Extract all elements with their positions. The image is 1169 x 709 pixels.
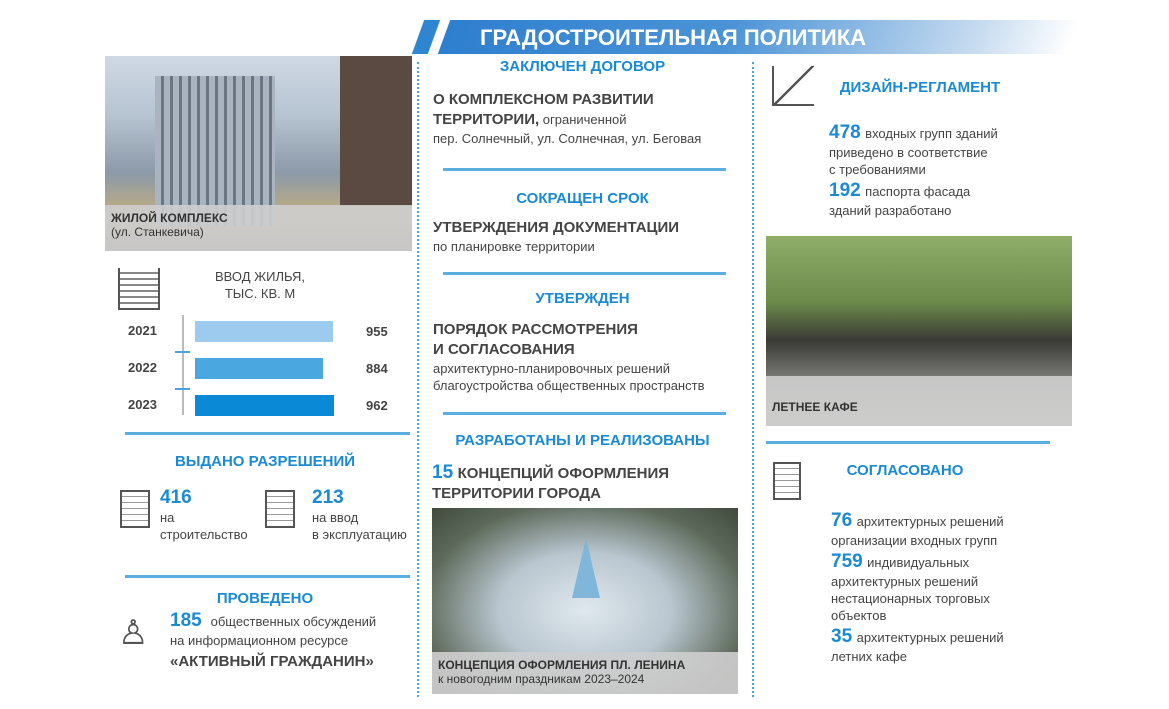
- lenin-square-photo: [432, 508, 738, 694]
- residential-complex-photo: [105, 56, 412, 251]
- separator: [443, 168, 726, 171]
- title-banner: [418, 20, 1078, 54]
- text: по планировке территории: [433, 239, 595, 254]
- document-icon: [120, 490, 150, 528]
- bold-text: ТЕРРИТОРИИ ГОРОДА: [432, 485, 601, 502]
- separator: [125, 575, 410, 578]
- axis-tick: [175, 351, 190, 353]
- permit-commissioning: [312, 487, 407, 543]
- bar-value: 962: [366, 398, 388, 413]
- shortened-section: [433, 218, 738, 255]
- bar-value: 955: [366, 324, 388, 339]
- label: с требованиями: [829, 162, 926, 177]
- contract-header: ЗАКЛЮЧЕН ДОГОВОР: [499, 58, 666, 75]
- separator: [443, 412, 726, 415]
- bar-2023: [195, 395, 334, 416]
- text: архитектурно-планировочных решений: [433, 361, 671, 376]
- label: индивидуальных: [867, 555, 970, 570]
- separator: [443, 272, 726, 275]
- facade-passports-value: 192: [829, 180, 861, 201]
- page-title: ГРАДОСТРОИТЕЛЬНАЯ ПОЛИТИКА: [480, 25, 867, 50]
- label: зданий разработано: [829, 203, 952, 218]
- bold-text: О КОМПЛЕКСНОМ РАЗВИТИИ: [433, 91, 654, 108]
- caption-title: ЛЕТНЕЕ КАФЕ: [772, 400, 858, 414]
- housing-bar-chart: [120, 315, 410, 420]
- design-header: ДИЗАЙН-РЕГЛАМЕНТ: [839, 79, 1001, 96]
- shortened-header: СОКРАЩЕН СРОК: [516, 190, 649, 207]
- summer-cafe-photo: [766, 236, 1072, 426]
- text: ограниченной: [539, 112, 627, 127]
- bold-text: И СОГЛАСОВАНИЯ: [433, 341, 575, 358]
- approved-header: УТВЕРЖДЕН: [535, 290, 630, 307]
- bold-text: УТВЕРЖДЕНИЯ ДОКУМЕНТАЦИИ: [433, 219, 680, 236]
- bar-2021: [195, 321, 333, 342]
- caption-title: КОНЦЕПЦИЯ ОФОРМЛЕНИЯ ПЛ. ЛЕНИНА: [438, 658, 686, 672]
- text: пер. Солнечный, ул. Солнечная, ул. Беговая: [433, 131, 702, 146]
- permit-commissioning-value: 213: [312, 487, 344, 508]
- bold-text: КОНЦЕПЦИЙ ОФОРМЛЕНИЯ: [457, 465, 670, 482]
- label: на информационном ресурсе: [170, 633, 349, 648]
- chart-title: [200, 268, 320, 302]
- label: общественных обсуждений: [210, 614, 377, 629]
- cafe-solutions-value: 35: [831, 626, 853, 647]
- ruler-pencil-icon: [772, 66, 814, 106]
- separator: [125, 432, 410, 435]
- active-citizen-label: «АКТИВНЫЙ ГРАЖДАНИН»: [170, 653, 374, 670]
- photo-caption: [105, 205, 412, 251]
- contract-section: [433, 90, 738, 147]
- text: благоустройства общественных пространств: [433, 378, 705, 393]
- divider-right: [752, 62, 754, 697]
- approved-section: [433, 320, 743, 394]
- design-stats: [829, 122, 1069, 219]
- caption-sub: (ул. Станкевича): [111, 225, 204, 239]
- developed-header: РАЗРАБОТАНЫ И РЕАЛИЗОВАНЫ: [455, 432, 710, 449]
- agreed-stats: [831, 510, 1071, 665]
- bar-label-year: 2021: [128, 323, 157, 338]
- divider-left: [417, 62, 419, 697]
- agreed-header: СОГЛАСОВАНО: [846, 462, 964, 479]
- permit-construction-value: 416: [160, 487, 192, 508]
- label: архитектурных решений: [831, 574, 979, 589]
- photo-caption: [766, 376, 1072, 426]
- public-discussions: [170, 610, 410, 672]
- concepts-section: [432, 462, 742, 504]
- buildings-icon: [118, 268, 160, 310]
- permit-construction: [160, 487, 248, 543]
- label: архитектурных решений: [856, 630, 1004, 645]
- label: объектов: [831, 608, 887, 623]
- bar-label-year: 2023: [128, 397, 157, 412]
- bar-label-year: 2022: [128, 360, 157, 375]
- axis-tick: [175, 388, 190, 390]
- label: нестационарных торговых: [831, 591, 990, 606]
- label: летних кафе: [831, 649, 908, 664]
- document-pencil-icon: [773, 462, 801, 500]
- label: строительство: [160, 527, 248, 542]
- people-icon: ♙: [118, 614, 149, 652]
- chart-title-line2: ТЫС. КВ. М: [224, 286, 296, 301]
- label: паспорта фасада: [865, 184, 971, 199]
- permits-header: ВЫДАНО РАЗРЕШЕНИЙ: [174, 453, 356, 470]
- label: на ввод: [312, 510, 359, 525]
- entrance-solutions-value: 76: [831, 510, 853, 531]
- banner-stripe: [412, 20, 440, 54]
- chart-title-line1: ВВОД ЖИЛЬЯ,: [215, 269, 305, 284]
- bar-value: 884: [366, 361, 388, 376]
- separator: [766, 441, 1050, 444]
- label: в эксплуатацию: [312, 527, 407, 542]
- concepts-value: 15: [432, 462, 454, 483]
- bold-text: ТЕРРИТОРИИ,: [433, 111, 540, 128]
- held-header: ПРОВЕДЕНО: [216, 590, 314, 607]
- label: архитектурных решений: [856, 514, 1004, 529]
- entrance-groups-value: 478: [829, 122, 861, 143]
- held-value: 185: [170, 610, 202, 631]
- chart-axis: [182, 315, 184, 415]
- label: входных групп зданий: [865, 126, 998, 141]
- label: приведено в соответствие: [829, 145, 988, 160]
- caption-title: ЖИЛОЙ КОМПЛЕКС: [111, 211, 228, 225]
- bold-text: ПОРЯДОК РАССМОТРЕНИЯ: [433, 321, 638, 338]
- photo-caption: [432, 652, 738, 694]
- caption-sub: к новогодним праздникам 2023–2024: [438, 672, 645, 686]
- document-pen-icon: [265, 490, 295, 528]
- label: на: [160, 510, 175, 525]
- kiosk-solutions-value: 759: [831, 551, 863, 572]
- label: организации входных групп: [831, 533, 998, 548]
- bar-2022: [195, 358, 323, 379]
